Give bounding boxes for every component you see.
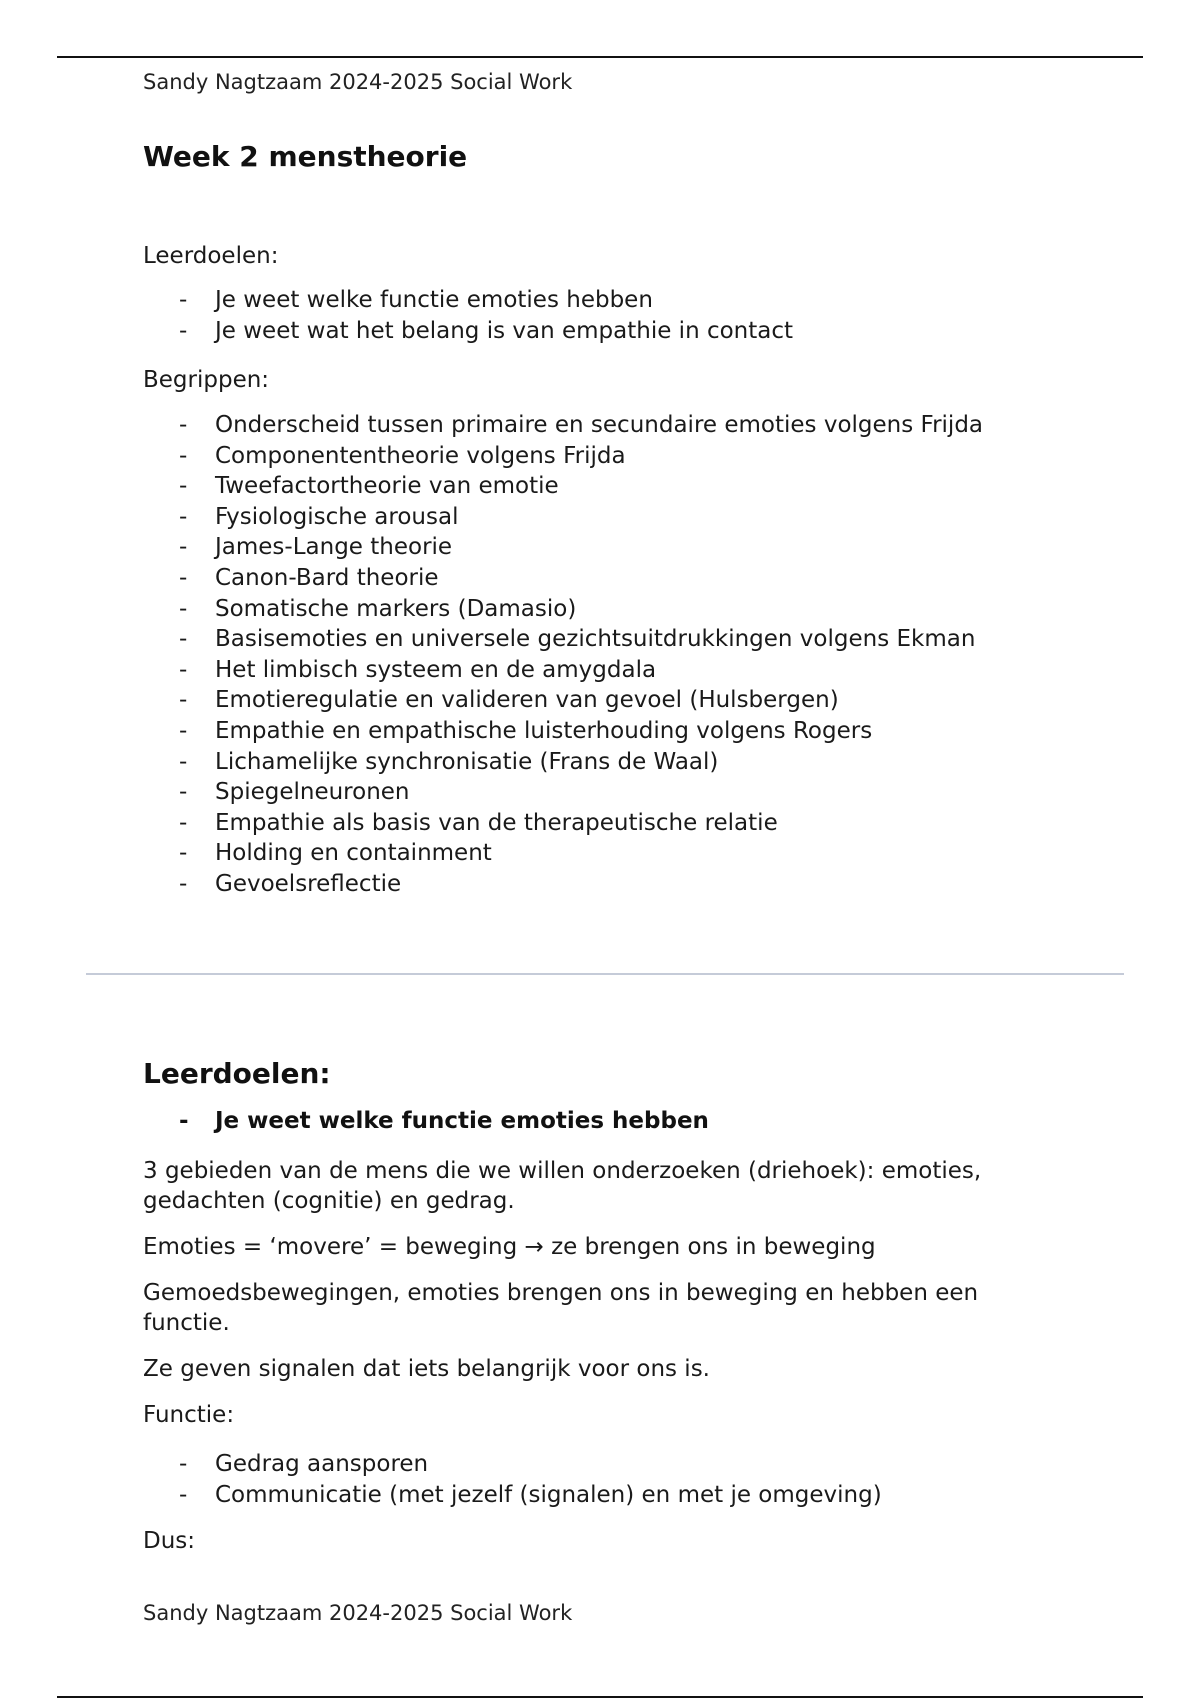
list-item: - Het limbisch systeem en de amygdala <box>179 656 657 683</box>
dus-label: Dus: <box>143 1528 196 1554</box>
list-item: - Empathie en empathische luisterhouding volgens Rogers <box>179 717 873 744</box>
list-item: - Empathie als basis van de therapeutische relatie <box>179 809 778 836</box>
leerdoelen-list <box>143 285 793 346</box>
list-item: - Je weet welke functie emoties hebben <box>179 287 653 313</box>
bottom-rule <box>57 1696 1143 1698</box>
list-item: - Tweefactortheorie van emotie <box>179 473 559 500</box>
page-footer: Sandy Nagtzaam 2024-2025 Social Work <box>143 1601 573 1625</box>
list-item: - James-Lange theorie <box>179 534 453 561</box>
list-item: - Holding en containment <box>179 840 492 867</box>
paragraph: Gemoedsbewegingen, emoties brengen ons in beweging en hebben een functie. <box>143 1280 979 1336</box>
list-item: - Emotieregulatie en valideren van gevoel (Hulsbergen) <box>179 687 839 714</box>
paragraph: Emoties = ‘movere’ = beweging → ze brengen ons in beweging <box>143 1234 876 1260</box>
list-item: - Je weet wat het belang is van empathie in contact <box>179 317 794 344</box>
bold-list-item: - Je weet welke functie emoties hebben <box>179 1108 709 1134</box>
functie-label: Functie: <box>143 1402 235 1428</box>
list-item: - Spiegelneuronen <box>179 779 410 806</box>
list-item: - Lichamelijke synchronisatie (Frans de Waal) <box>179 748 719 775</box>
begrippen-list <box>143 410 983 900</box>
list-item: - Canon-Bard theorie <box>179 564 439 591</box>
page-header: Sandy Nagtzaam 2024-2025 Social Work <box>143 70 573 94</box>
list-item: - Fysiologische arousal <box>179 503 459 530</box>
paragraph: Ze geven signalen dat iets belangrijk voor ons is. <box>143 1356 710 1382</box>
section-heading: Leerdoelen: <box>143 1057 331 1090</box>
list-item: - Gevoelsreflectie <box>179 870 402 897</box>
paragraph: 3 gebieden van de mens die we willen onderzoeken (driehoek): emoties, gedachten (cognitie) en gedrag. <box>143 1158 982 1214</box>
page-divider <box>86 973 1124 975</box>
list-item: - Communicatie (met jezelf (signalen) en met je omgeving) <box>179 1481 882 1508</box>
top-rule <box>57 56 1143 58</box>
list-item: - Somatische markers (Damasio) <box>179 595 577 622</box>
leerdoelen-label: Leerdoelen: <box>143 243 279 269</box>
list-item: - Basisemoties en universele gezichtsuitdrukkingen volgens Ekman <box>179 626 976 653</box>
functie-list <box>143 1449 882 1510</box>
list-item: - Gedrag aansporen <box>179 1451 429 1477</box>
page-title: Week 2 menstheorie <box>143 140 468 173</box>
list-item: - Componententheorie volgens Frijda <box>179 442 626 469</box>
list-item: - Onderscheid tussen primaire en secundaire emoties volgens Frijda <box>179 412 984 438</box>
begrippen-label: Begrippen: <box>143 367 270 393</box>
